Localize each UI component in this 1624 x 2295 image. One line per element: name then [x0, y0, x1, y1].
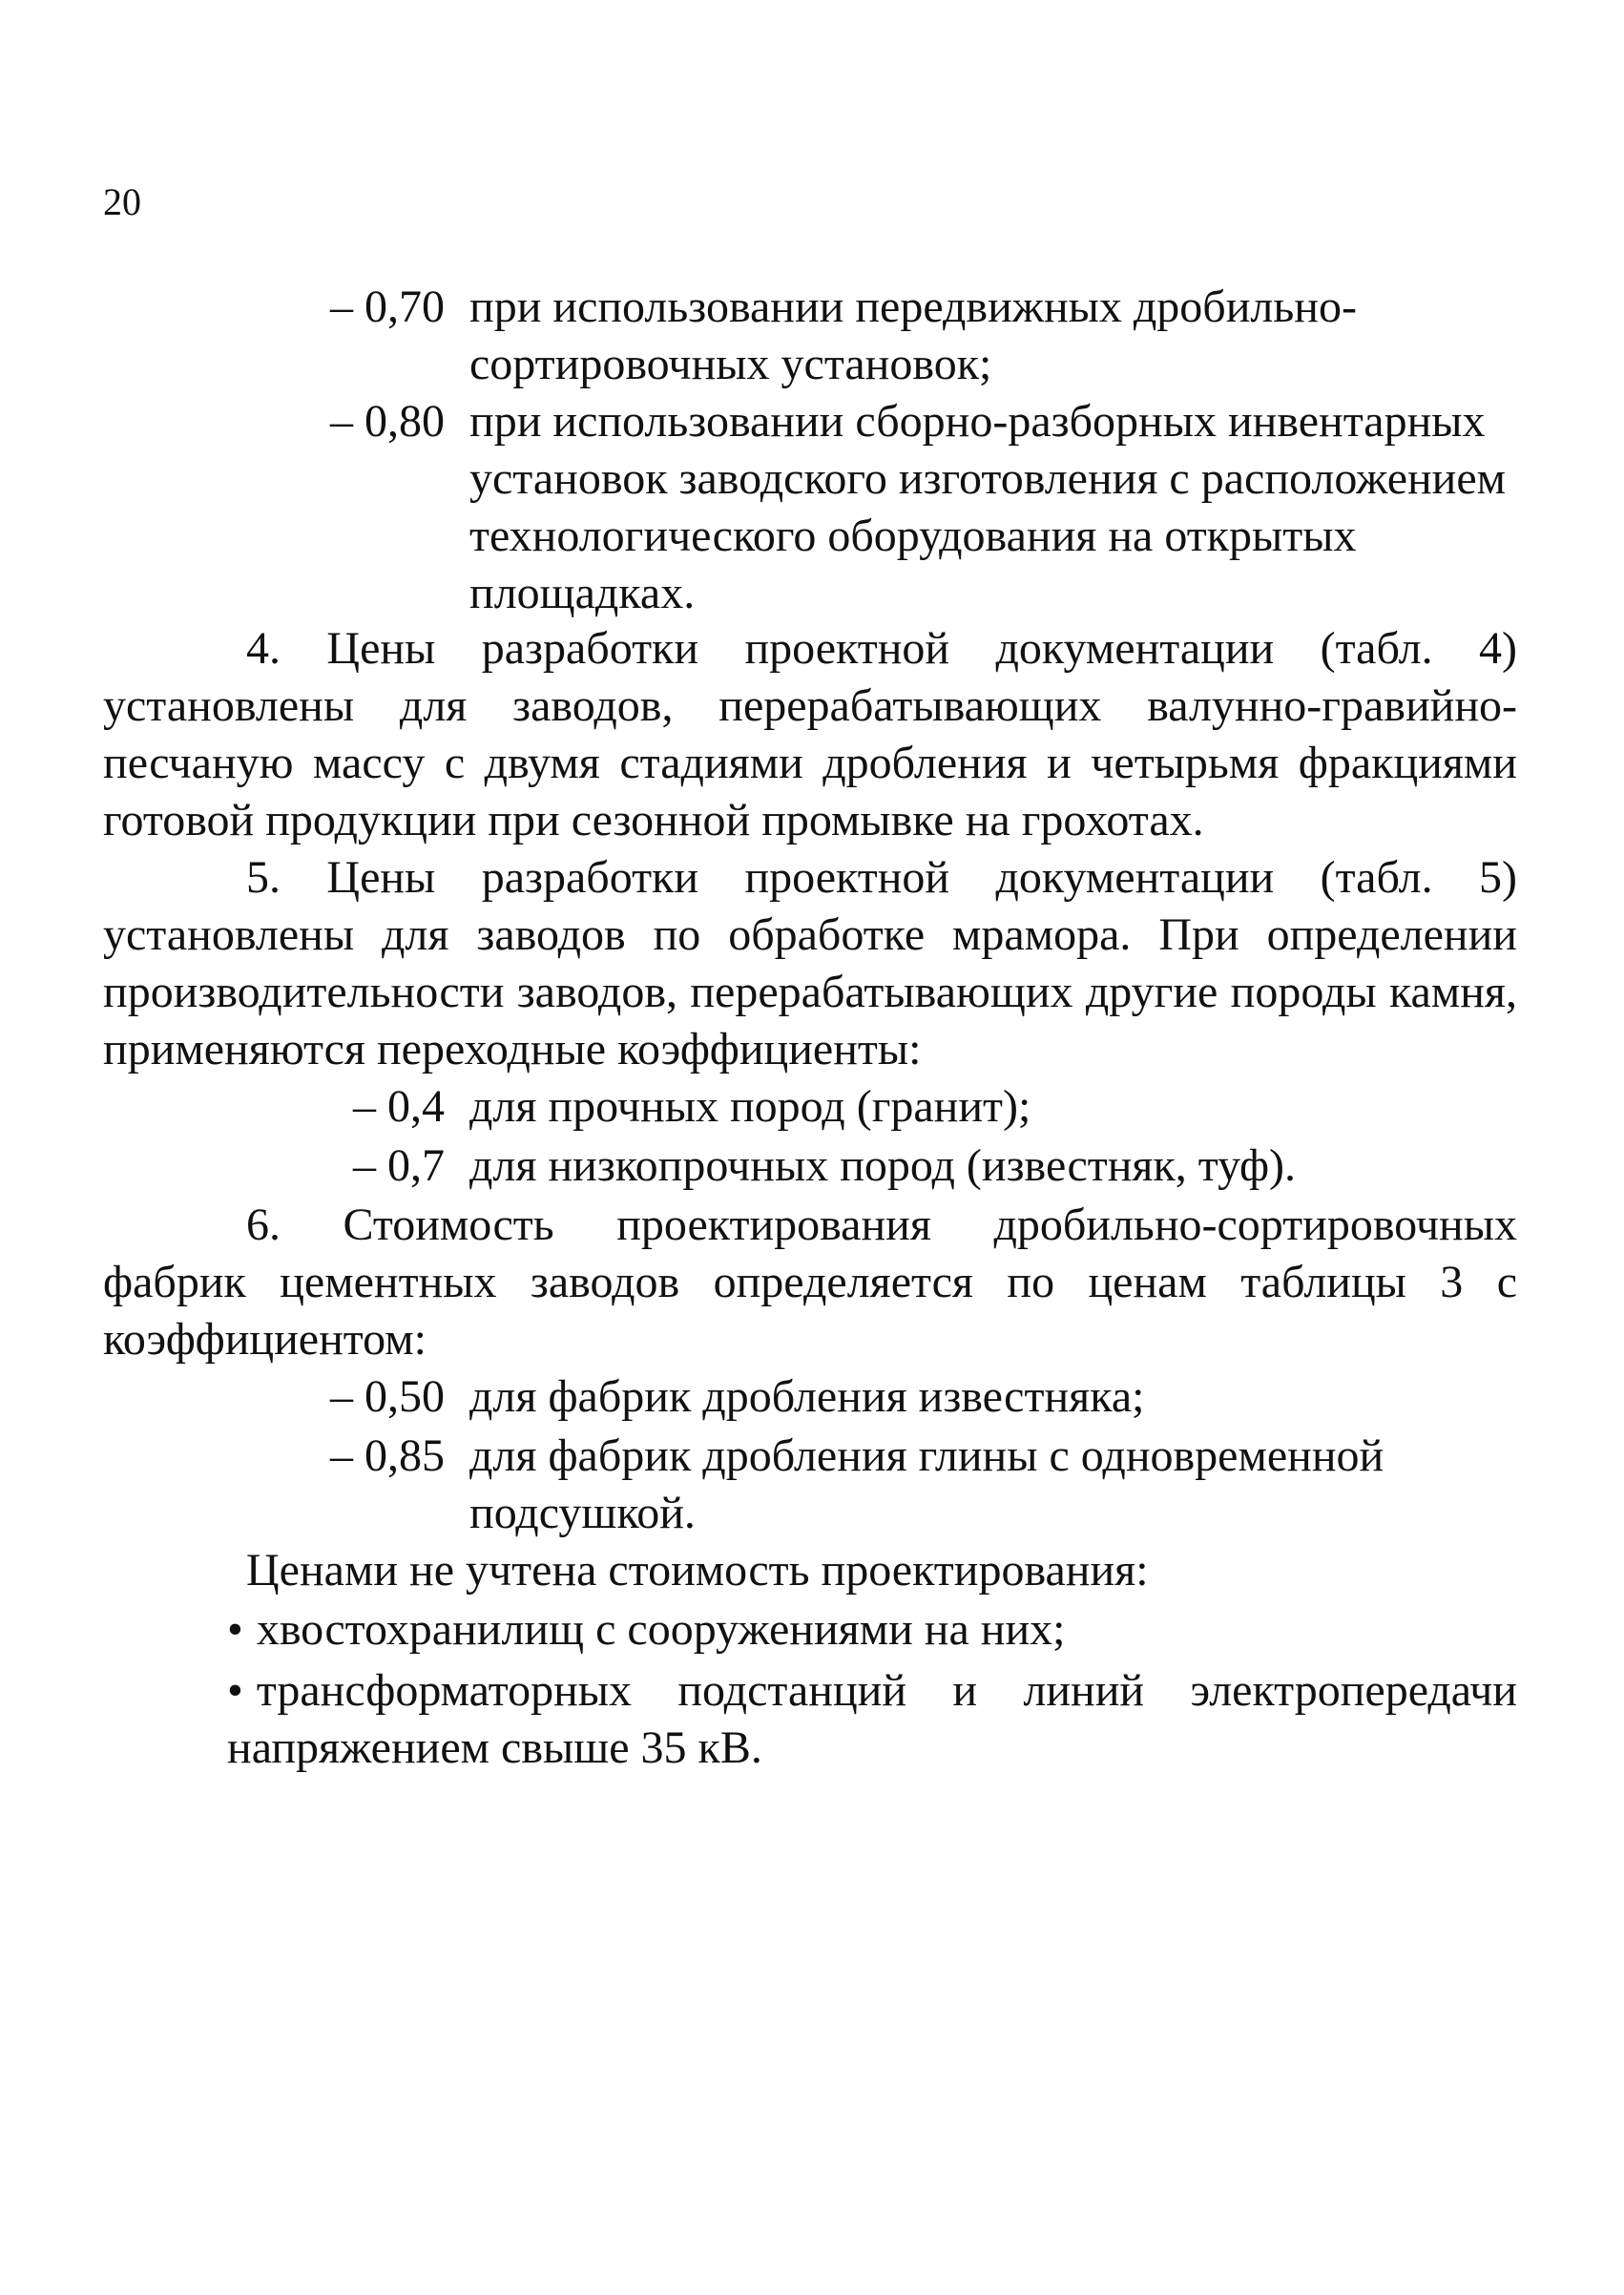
coef-value: – 0,4 [353, 1081, 445, 1132]
not-included-heading: Ценами не учтена стоимость проектирования: [246, 1545, 1149, 1596]
paragraph-4: 4. Цены разработки проектной документации (табл. 4) установлены для заводов, перерабатывающих валунно-гравийно-песчаную массу с двумя стадиями дробления и четырьмя фракциями готовой продукции при сезонной промывке на грохотах. [103, 623, 1517, 845]
coef-row [0, 1078, 1624, 1137]
coef-text: для фабрик дробления известняка; [469, 1371, 1145, 1422]
paragraph-5: 5. Цены разработки проектной документации (табл. 5) установлены для заводов по обработке мрамора. При определении производительности заводов, перерабатывающих другие породы камня, применяются переходные коэффициенты: [103, 852, 1517, 1074]
bullet-icon: • [227, 1665, 243, 1716]
coef-row [0, 1137, 1624, 1197]
coef-row [0, 1428, 1624, 1542]
coef-text: для фабрик дробления глины с одновременной подсушкой. [469, 1430, 1385, 1538]
list-item-text: трансформаторных подстанций и линий электропередачи напряжением свыше 35 кВ. [227, 1665, 1517, 1773]
coef-list-3 [0, 1368, 1624, 1542]
list-item-text: хвостохранилищ с сооружениями на них; [256, 1604, 1066, 1655]
coef-value: – 0,80 [330, 396, 445, 447]
coef-value: – 0,7 [353, 1140, 445, 1191]
coef-value: – 0,50 [330, 1371, 445, 1422]
coef-row [0, 279, 1624, 393]
coef-row [0, 393, 1624, 622]
coef-text: для низкопрочных пород (известняк, туф). [469, 1140, 1297, 1191]
coef-text: при использовании передвижных дробильно-сортировочных установок; [469, 282, 1357, 389]
coef-text: при использовании сборно-разборных инвентарных установок заводского изготовления с расположением технологического оборудования на открытых площадках. [469, 396, 1507, 618]
coef-list-2 [0, 1078, 1624, 1197]
coef-text: для прочных пород (гранит); [469, 1081, 1031, 1132]
not-included-list [227, 1601, 1517, 1777]
coef-value: – 0,85 [330, 1430, 445, 1481]
coef-value: – 0,70 [330, 282, 445, 332]
list-item [227, 1601, 1517, 1659]
page-number: 20 [103, 180, 141, 223]
bullet-icon: • [227, 1604, 243, 1655]
paragraph-6: 6. Стоимость проектирования дробильно-сортировочных фабрик цементных заводов определяется по ценам таблицы 3 с коэффициентом: [103, 1200, 1517, 1365]
coef-list-1 [0, 279, 1624, 622]
coef-row [0, 1368, 1624, 1428]
list-item [227, 1662, 1517, 1777]
